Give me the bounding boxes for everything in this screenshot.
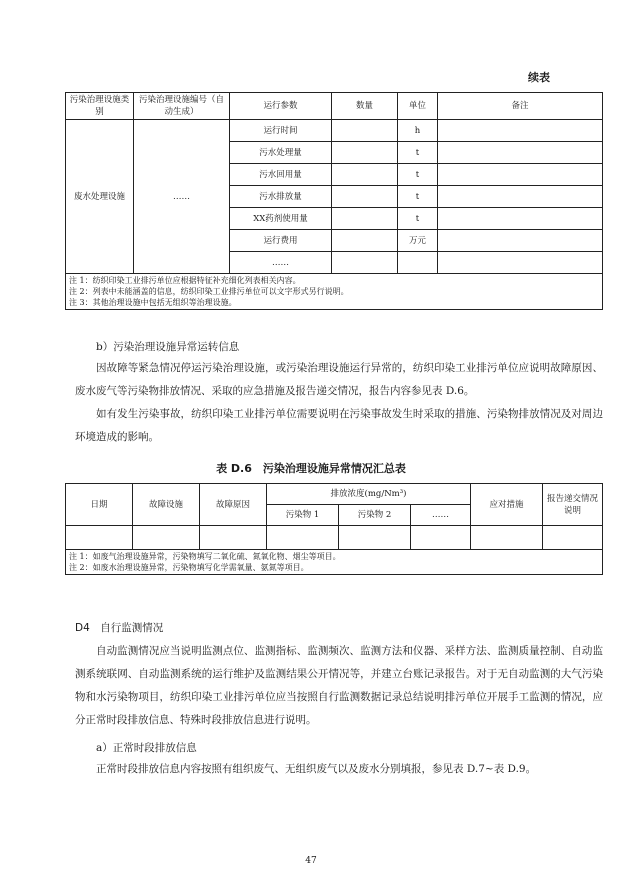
paragraph-4: 正常时段排放信息内容按照有组织废气、无组织废气以及废水分别填报，参见表 D.7~表 D.9。: [96, 763, 537, 775]
empty-cell: [200, 526, 267, 550]
section-b-title: b）污染治理设施异常运转信息: [96, 341, 240, 353]
remark-cell: [438, 120, 603, 142]
empty-cell: [66, 526, 133, 550]
facility-no-cell: ……: [134, 120, 230, 274]
unit-cell: t: [398, 164, 438, 186]
quantity-cell: [332, 252, 398, 274]
continued-label: 续表: [528, 71, 550, 84]
header-date: 日期: [66, 484, 133, 526]
empty-cell: [267, 526, 339, 550]
header-quantity: 数量: [332, 93, 398, 120]
note-1: 注 1：纺织印染工业排污单位应根据特征补充细化列表相关内容。: [69, 276, 301, 285]
quantity-cell: [332, 142, 398, 164]
table-row: [66, 526, 603, 550]
remark-cell: [438, 208, 603, 230]
header-fault-facility: 故障设施: [133, 484, 200, 526]
table-notes-row: [66, 274, 603, 310]
header-report: 报告递交情况说明: [543, 484, 603, 526]
header-countermeasure: 应对措施: [471, 484, 543, 526]
header-remark: 备注: [438, 93, 603, 120]
header-fault-reason: 故障原因: [200, 484, 267, 526]
header-concentration: 排放浓度(mg/Nm³): [267, 484, 471, 505]
remark-cell: [438, 186, 603, 208]
table-header-row: [66, 93, 603, 120]
unit-cell: t: [398, 208, 438, 230]
section-a-title: a）正常时段排放信息: [96, 742, 197, 754]
table-notes: [66, 274, 603, 310]
param-cell: XX药剂使用量: [230, 208, 332, 230]
empty-cell: [133, 526, 200, 550]
quantity-cell: [332, 230, 398, 252]
category-cell: 废水处理设施: [66, 120, 134, 274]
quantity-cell: [332, 208, 398, 230]
empty-cell: [411, 526, 471, 550]
paragraph-1: 因故障等紧急情况停运污染治理设施，或污染治理设施运行异常的，纺织印染工业排污单位应说明故障原因、废水废气等污染物排放情况、采取的应急措施及报告递交情况，报告内容参见表 D.6。: [75, 362, 603, 397]
note-3: 注 3：其他治理设施中包括无组织等治理设施。: [69, 298, 237, 307]
header-unit: 单位: [398, 93, 438, 120]
header-category: 污染治理设施类别: [66, 93, 134, 120]
table-header-row: [66, 484, 603, 505]
abnormal-summary-table: [65, 483, 603, 575]
header-pollutant-2: 污染物 2: [339, 505, 411, 526]
unit-cell: h: [398, 120, 438, 142]
table-notes: [66, 550, 603, 575]
quantity-cell: [332, 164, 398, 186]
unit-cell: t: [398, 142, 438, 164]
remark-cell: [438, 142, 603, 164]
header-facility-no: 污染治理设施编号（自动生成）: [134, 93, 230, 120]
param-cell: 污水处理量: [230, 142, 332, 164]
unit-cell: t: [398, 186, 438, 208]
paragraph-3: 自动监测情况应当说明监测点位、监测指标、监测频次、监测方法和仪器、采样方法、监测质量控制、自动监测系统联网、自动监测系统的运行维护及监测结果公开情况等，并建立台账记录报告。对于无自动监测的大气污染物和水污染物项目，纺织印染工业排污单位应当按照自行监测数据记录总结说明排污单位开展手工监测的情况，应分正常时段排放信息、特殊时段排放信息进行说明。: [75, 645, 603, 726]
unit-cell: [398, 252, 438, 274]
paragraph-2: 如有发生污染事故，纺织印染工业排污单位需要说明在污染事故发生时采取的措施、污染物排放情况及对周边环境造成的影响。: [75, 408, 603, 443]
note-2: 注 2：如废水治理设施异常，污染物填写化学需氧量、氨氮等项目。: [69, 563, 309, 572]
empty-cell: [543, 526, 603, 550]
remark-cell: [438, 252, 603, 274]
page-number: 47: [305, 856, 317, 866]
quantity-cell: [332, 120, 398, 142]
param-cell: ……: [230, 252, 332, 274]
facility-operation-table: [65, 92, 603, 310]
quantity-cell: [332, 186, 398, 208]
empty-cell: [339, 526, 411, 550]
table-d6-caption: 表 D.6 污染治理设施异常情况汇总表: [216, 462, 406, 475]
header-param: 运行参数: [230, 93, 332, 120]
param-cell: 污水排放量: [230, 186, 332, 208]
remark-cell: [438, 230, 603, 252]
section-d4-heading: D4 自行监测情况: [75, 622, 164, 634]
param-cell: 运行时间: [230, 120, 332, 142]
param-cell: 污水回用量: [230, 164, 332, 186]
note-2: 注 2：列表中未能涵盖的信息，纺织印染工业排污单位可以文字形式另行说明。: [69, 287, 349, 296]
unit-cell: 万元: [398, 230, 438, 252]
header-pollutant-more: ……: [411, 505, 471, 526]
remark-cell: [438, 164, 603, 186]
table-notes-row: [66, 550, 603, 575]
header-pollutant-1: 污染物 1: [267, 505, 339, 526]
table-row: [66, 120, 603, 142]
param-cell: 运行费用: [230, 230, 332, 252]
empty-cell: [471, 526, 543, 550]
note-1: 注 1：如废气治理设施异常，污染物填写二氧化硫、氮氧化物、烟尘等项目。: [69, 552, 341, 561]
